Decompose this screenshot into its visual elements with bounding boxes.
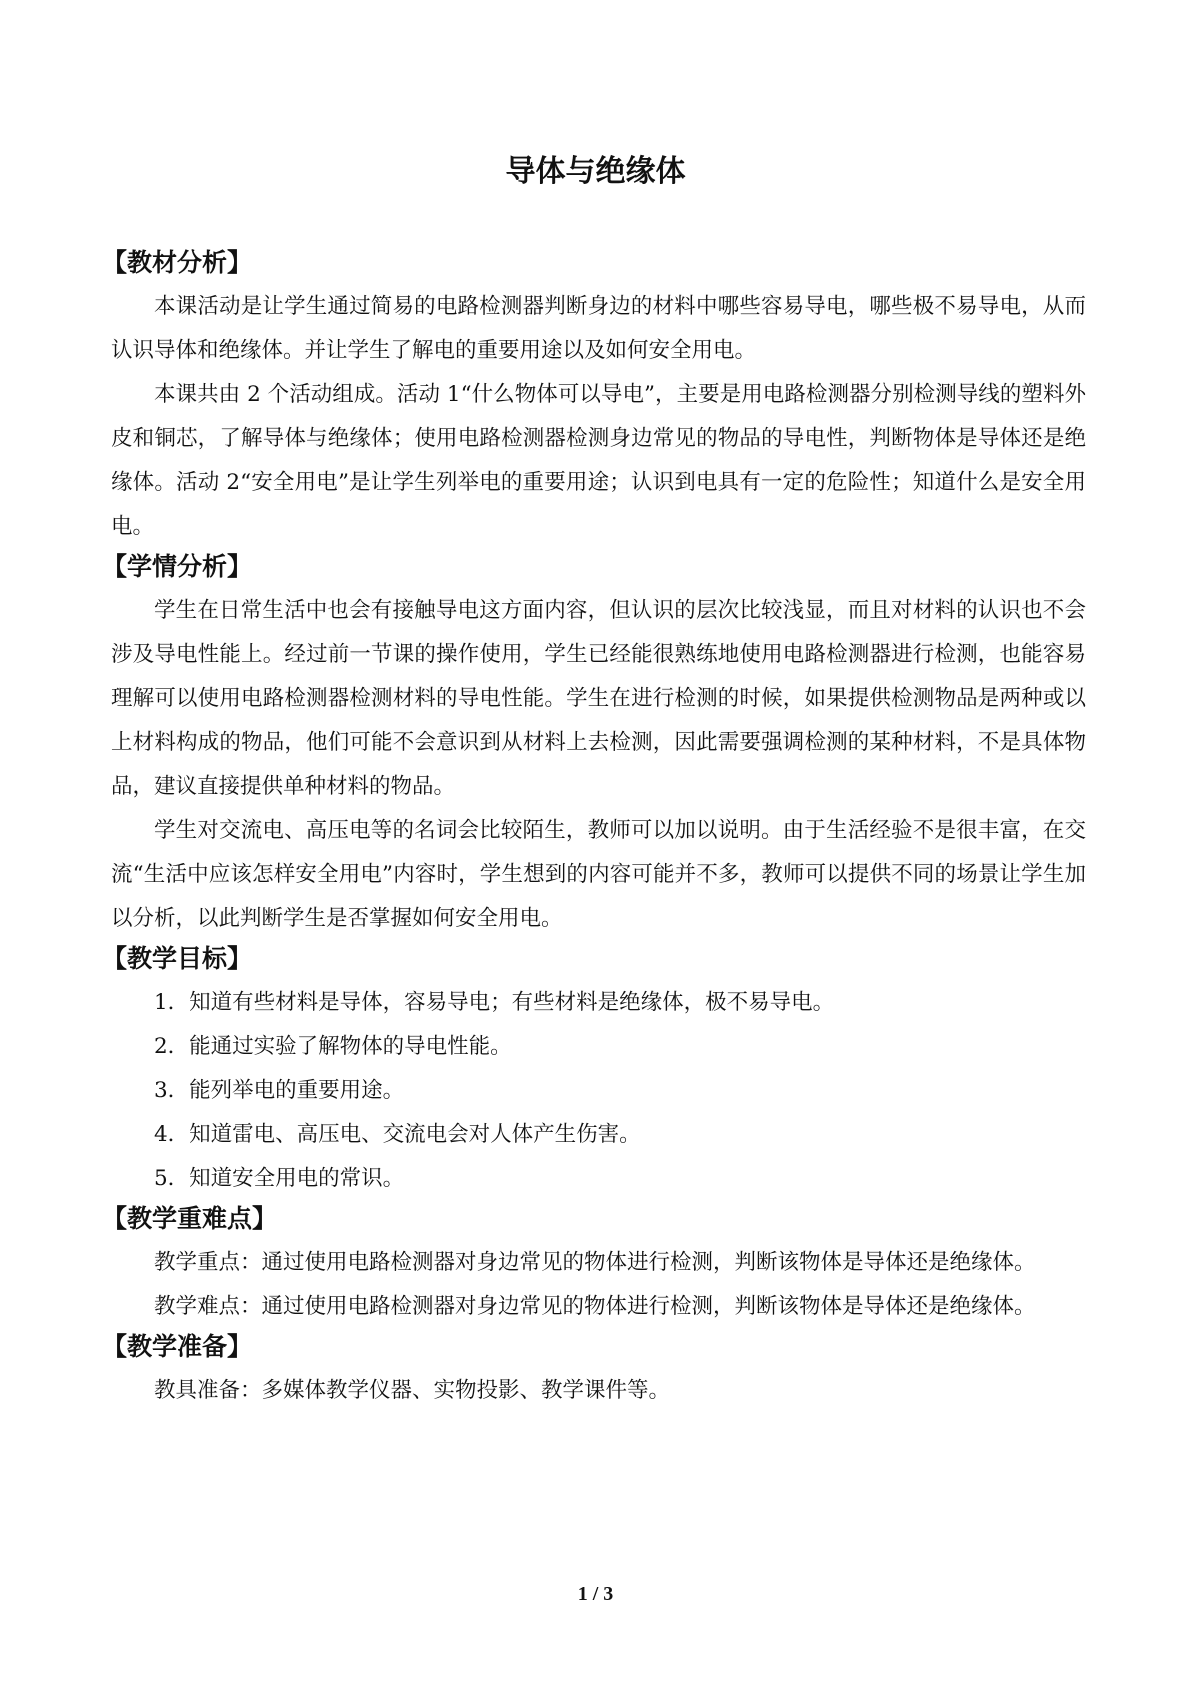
page-title: 导体与绝缘体: [505, 154, 686, 189]
paragraph: 教具准备：多媒体教学仪器、实物投影、教学课件等。: [154, 1378, 671, 1403]
page-number: 1 / 3: [577, 1583, 614, 1605]
section-heading: 【学情分析】: [102, 552, 253, 581]
list-item: 3．能列举电的重要用途。: [154, 1078, 405, 1103]
paragraph: 本课共由 2 个活动组成。活动 1“什么物体可以导电”，主要是用电路检测器分别检测导线的塑料外皮和铜芯，了解导体与绝缘体；使用电路检测器检测身边常见的物品的导电性，判断物体是导体还是绝缘体。活动 2“安全用电”是让学生列举电的重要用途；认识到电具有一定的危险性；知道什么是安全用电。: [111, 382, 1086, 539]
section-material-analysis: [102, 245, 1086, 549]
list-item: 1．知道有些材料是导体，容易导电；有些材料是绝缘体，极不易导电。: [154, 990, 835, 1015]
paragraph: 本课活动是让学生通过简易的电路检测器判断身边的材料中哪些容易导电，哪些极不易导电，从而认识导体和绝缘体。并让学生了解电的重要用途以及如何安全用电。: [111, 294, 1086, 363]
section-heading: 【教学目标】: [102, 944, 253, 973]
paragraph: 学生对交流电、高压电等的名词会比较陌生，教师可以加以说明。由于生活经验不是很丰富，在交流“生活中应该怎样安全用电”内容时，学生想到的内容可能并不多，教师可以提供不同的场景让学生加以分析，以此判断学生是否掌握如何安全用电。: [111, 818, 1086, 931]
list-item: 2．能通过实验了解物体的导电性能。: [154, 1034, 512, 1059]
section-heading: 【教材分析】: [102, 248, 253, 277]
paragraph: 学生在日常生活中也会有接触导电这方面内容，但认识的层次比较浅显，而且对材料的认识也不会涉及导电性能上。经过前一节课的操作使用，学生已经能很熟练地使用电路检测器进行检测，也能容易理解可以使用电路检测器检测材料的导电性能。学生在进行检测的时候，如果提供检测物品是两种或以上材料构成的物品，他们可能不会意识到从材料上去检测，因此需要强调检测的某种材料，不是具体物品，建议直接提供单种材料的物品。: [111, 598, 1086, 799]
list-item: 5．知道安全用电的常识。: [154, 1166, 405, 1191]
section-heading: 【教学准备】: [102, 1332, 253, 1361]
section-key-difficult-points: [102, 1201, 1086, 1329]
section-teaching-preparation: [102, 1329, 1086, 1413]
section-student-analysis: [102, 549, 1086, 941]
section-teaching-goals: [102, 941, 1086, 1201]
paragraph: 教学重点：通过使用电路检测器对身边常见的物体进行检测，判断该物体是导体还是绝缘体。: [154, 1250, 1036, 1275]
list-item: 4．知道雷电、高压电、交流电会对人体产生伤害。: [154, 1122, 641, 1147]
document-body: [102, 245, 1086, 1413]
paragraph: 教学难点：通过使用电路检测器对身边常见的物体进行检测，判断该物体是导体还是绝缘体。: [154, 1294, 1036, 1319]
section-heading: 【教学重难点】: [102, 1204, 278, 1233]
